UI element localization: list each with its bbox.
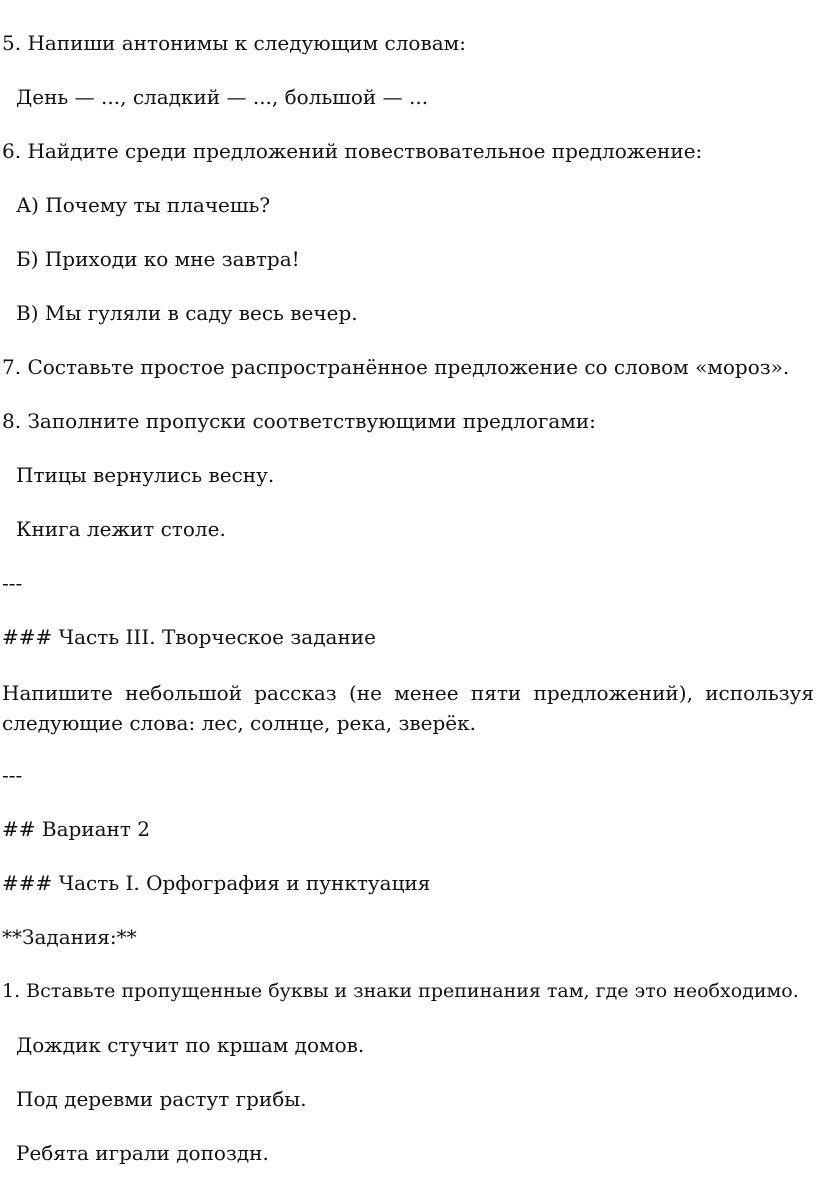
task5-words: День — ..., сладкий — ..., большой — ... <box>16 85 429 109</box>
separator-1: --- <box>2 571 23 595</box>
part3-text: Напишите небольшой рассказ (не менее пяти предложений), используя следующие слова: лес, солнце, река, зверёк. <box>2 681 814 735</box>
task5-title: 5. Напиши антонимы к следующим словам: <box>2 31 466 55</box>
task6-title: 6. Найдите среди предложений повествовательное предложение: <box>2 139 703 163</box>
v2-task1-sentence-3: Ребята играли допоздн. <box>16 1141 269 1165</box>
variant2-heading: ## Вариант 2 <box>2 817 151 841</box>
part3-heading: ### Часть III. Творческое задание <box>2 625 376 649</box>
separator-2: --- <box>2 763 23 787</box>
task6-option-c: В) Мы гуляли в саду весь вечер. <box>16 301 358 325</box>
task8-title: 8. Заполните пропуски соответствующими предлогами: <box>2 409 596 433</box>
task7-title: 7. Составьте простое распространённое предложение со словом «мороз». <box>2 355 790 379</box>
part1-heading: ### Часть I. Орфография и пунктуация <box>2 871 431 895</box>
task8-sentence-1: Птицы вернулись весну. <box>16 463 275 487</box>
v2-task1-title: 1. Вставьте пропущенные буквы и знаки препинания там, где это необходимо. <box>2 980 799 1002</box>
task8-sentence-2: Книга лежит столе. <box>16 517 226 541</box>
task6-option-b: Б) Приходи ко мне завтра! <box>16 247 300 271</box>
task6-option-a: А) Почему ты плачешь? <box>16 193 271 217</box>
tasks-label: **Задания:** <box>2 925 137 949</box>
v2-task1-sentence-1: Дождик стучит по кршам домов. <box>16 1033 365 1057</box>
v2-task1-sentence-2: Под деревми растут грибы. <box>16 1087 307 1111</box>
